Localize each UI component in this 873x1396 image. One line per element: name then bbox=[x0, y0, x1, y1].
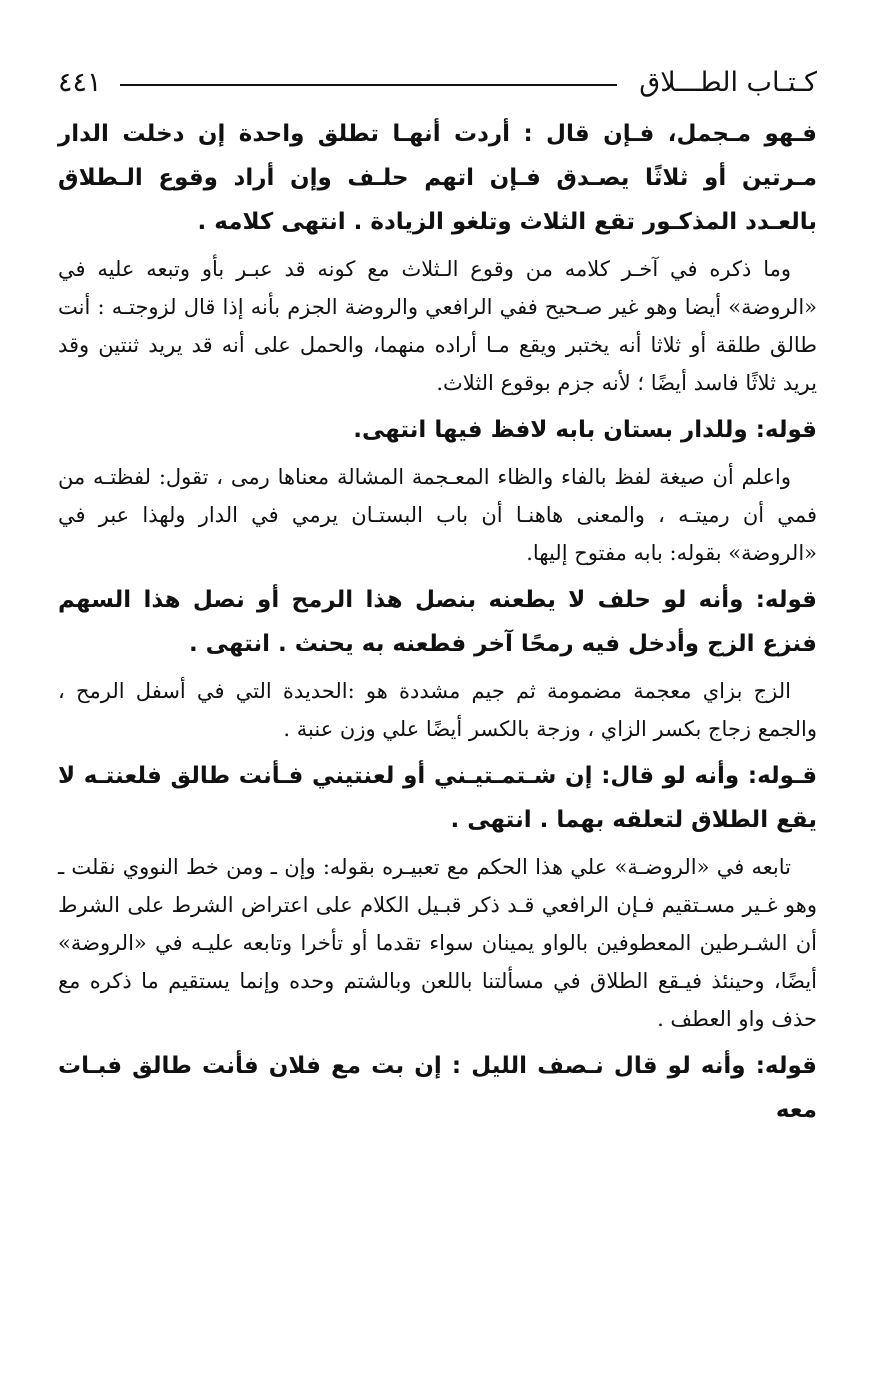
commentary-paragraph: الزج بزاي معجمة مضمومة ثم جيم مشددة هو :الحديدة التي في أسفل الرمح ، والجمع زجاج بكسر الزاي ، وزجة بالكسر أيضًا علي وزن عنبة . bbox=[58, 679, 817, 741]
commentary-paragraph: وما ذكره في آخـر كلامه من وقوع الـثلاث مع كونه قد عبـر بأو وتبعه عليه في «الروضة» أيضا وهو غير صـحيح ففي الرافعي والروضة الجزم بأنه إذا قال لزوجتـه : أنت طالق طلقة أو ثلاثا أنه يختبر ويقع مـا أراده منهما، والحمل على أنه قد يريد ثنتين وقد يريد ثلاثًا فاسد أيضًا ؛ لأنه جزم بوقوع الثلاث. bbox=[58, 257, 817, 395]
commentary-paragraph: تابعه في «الروضـة» علي هذا الحكم مع تعبيـره بقوله: وإن ـ ومن خط النووي نقلت ـ وهو غـير مسـتقيم فـإن الرافعي قـد ذكر قبـيل الكلام على اعتراض الشرط على الشرط أن الشـرطين المعطوفين بالواو يمينان سواء تقدما أو تأخرا وتابعه عليـه في «الروضة» أيضًا، وحينئذ فيـقع الطلاق في مسألتنا باللعن وبالشتم وحده وإنما يستقيم ما ذكره مع حذف واو العطف . bbox=[58, 855, 817, 1031]
quote-paragraph: قوله: وأنه لو حلف لا يطعنه بنصل هذا الرمح أو نصل هذا السهم فنزع الزج وأدخل فيه رمحًا آخر فطعنه به يحنث . انتهى . bbox=[58, 587, 817, 657]
quote-paragraph: فـهو مـجمل، فـإن قال : أردت أنهـا تطلق واحدة إن دخلت الدار مـرتين أو ثلاثًا يصـدق فـإن اتهم حلـف وإن أراد وقوع الـطلاق بالعـدد المذكـور تقع الثلاث وتلغو الزيادة . انتهى كلامه . bbox=[58, 121, 817, 235]
page-number: ٤٤١ bbox=[58, 66, 102, 98]
header-rule bbox=[120, 84, 618, 86]
quote-paragraph: قوله: وأنه لو قال نـصف الليل : إن بت مع فلان فأنت طالق فبـات معه bbox=[58, 1053, 817, 1123]
running-header bbox=[58, 60, 817, 104]
quote-paragraph: قـوله: وأنه لو قال: إن شـتمـتيـني أو لعنتيني فـأنت طالق فلعنتـه لا يقع الطلاق لتعلقه بهما . انتهى . bbox=[58, 763, 817, 833]
page-content bbox=[58, 112, 817, 1132]
book-title: كـتـاب الطـــلاق bbox=[639, 66, 817, 98]
quote-paragraph: قوله: وللدار بستان بابه لافظ فيها انتهى. bbox=[353, 417, 817, 443]
book-page bbox=[58, 60, 817, 1396]
commentary-paragraph: واعلم أن صيغة لفظ بالفاء والظاء المعـجمة المشالة معناها رمى ، تقول: لفظتـه من فمي أن رميتـه ، والمعنى هاهنـا أن باب البستـان يرمي في الدار ولهذا عبر في «الروضة» بقوله: بابه مفتوح إليها. bbox=[58, 465, 817, 565]
